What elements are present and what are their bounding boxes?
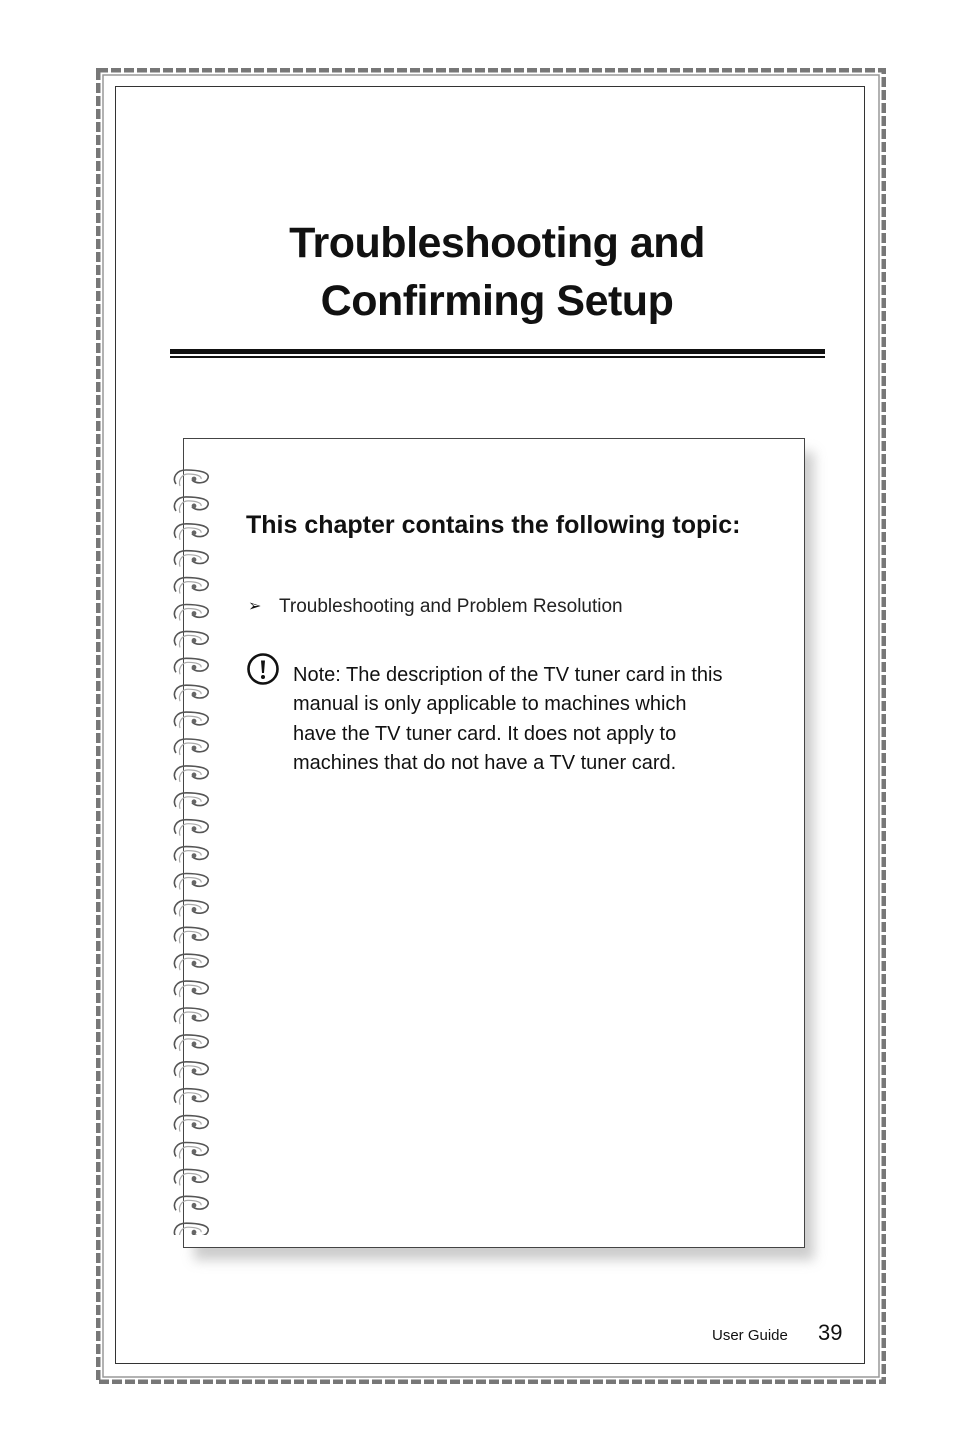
spiral-ring-icon — [174, 1089, 208, 1105]
spiral-ring-icon — [174, 793, 208, 809]
spiral-ring-icon — [174, 470, 208, 486]
spiral-ring-icon — [174, 497, 208, 513]
spiral-binding-icon — [170, 460, 218, 1235]
note-text: The description of the TV tuner card in this manual is only applicable to machines which have the TV tuner card. It does not apply to machines that do not have a TV tuner card. — [293, 664, 723, 774]
spiral-ring-icon — [174, 1062, 208, 1078]
exclamation-circle-icon — [246, 652, 280, 686]
spiral-ring-icon — [174, 1035, 208, 1051]
spiral-ring-icon — [174, 578, 208, 594]
spiral-ring-icon — [174, 874, 208, 890]
chapter-title-line-1: Troubleshooting and — [289, 219, 705, 267]
note-paragraph — [293, 661, 733, 778]
spiral-ring-icon — [174, 766, 208, 782]
spiral-ring-icon — [174, 685, 208, 701]
spiral-ring-icon — [174, 1008, 208, 1024]
spiral-ring-icon — [174, 631, 208, 647]
topic-item-troubleshooting: Troubleshooting and Problem Resolution — [279, 596, 623, 617]
spiral-ring-icon — [174, 900, 208, 916]
page-number: 39 — [818, 1320, 843, 1345]
topics-heading: This chapter contains the following topic: — [246, 511, 741, 539]
spiral-ring-icon — [174, 712, 208, 728]
title-rule-thin — [170, 356, 825, 358]
title-rule-thick — [170, 349, 825, 354]
spiral-ring-icon — [174, 605, 208, 621]
spiral-ring-icon — [174, 1143, 208, 1159]
spiral-ring-icon — [174, 1116, 208, 1132]
spiral-ring-icon — [174, 820, 208, 836]
spiral-ring-icon — [174, 927, 208, 943]
footer-label: User Guide — [712, 1327, 788, 1344]
arrowhead-bullet-icon: ➢ — [248, 598, 262, 615]
spiral-ring-icon — [174, 551, 208, 567]
spiral-ring-icon — [174, 658, 208, 674]
chapter-contents-box — [183, 438, 805, 1248]
spiral-ring-icon — [174, 1223, 208, 1235]
spiral-ring-icon — [174, 981, 208, 997]
chapter-title — [115, 214, 879, 330]
spiral-ring-icon — [174, 1196, 208, 1212]
spiral-ring-icon — [174, 847, 208, 863]
spiral-ring-icon — [174, 954, 208, 970]
chapter-title-line-2: Confirming Setup — [320, 277, 674, 325]
spiral-ring-icon — [174, 739, 208, 755]
spiral-ring-icon — [174, 1169, 208, 1185]
spiral-ring-icon — [174, 524, 208, 540]
note-label: Note: — [293, 664, 341, 686]
